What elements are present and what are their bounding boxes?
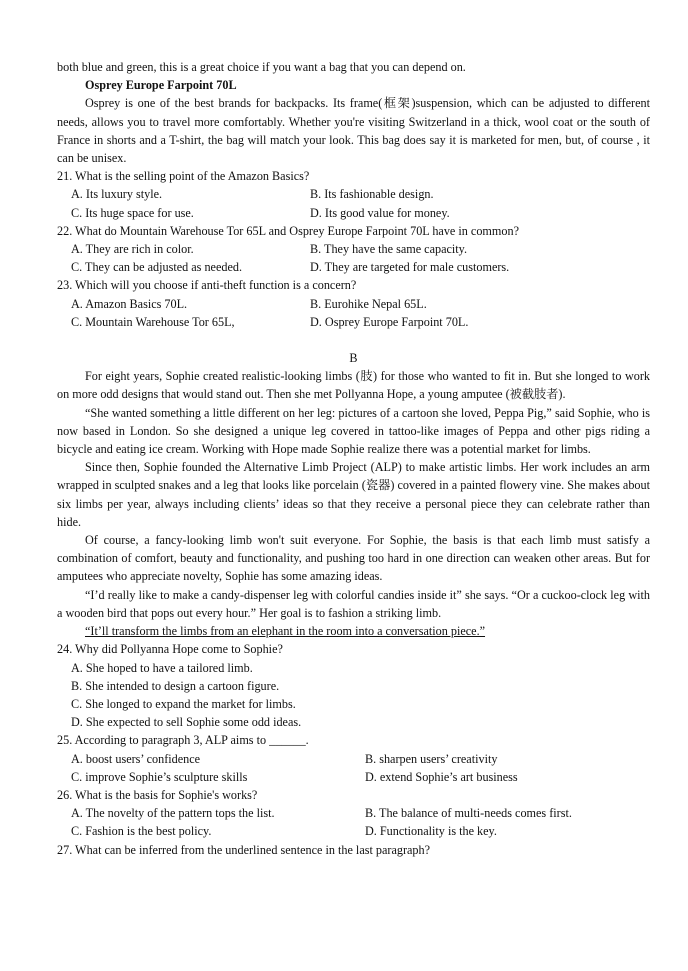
option-b: B. They have the same capacity. — [310, 242, 468, 257]
passage-paragraph: For eight years, Sophie created realistic-looking limbs (肢) for those who wanted to fit in. But she longed to work on more odd designs that would stand out. Then she met Pollyanna Hope, a young amputee (被截肢者). — [57, 369, 650, 402]
question-stem: 26. What is the basis for Sophie's works? — [57, 787, 258, 802]
question-stem: 27. What can be inferred from the underlined sentence in the last paragraph? — [57, 842, 431, 857]
option-b: B. Its fashionable design. — [310, 187, 434, 202]
options-grid — [57, 750, 650, 786]
option-b: B. She intended to design a cartoon figure. — [71, 678, 280, 693]
question-stem: 25. According to paragraph 3, ALP aims to ______. — [57, 733, 309, 748]
option-c: C. improve Sophie’s sculpture skills — [71, 769, 248, 784]
passage-paragraph: “She wanted something a little different on her leg: pictures of a cartoon she loved, Peppa Pig,” said Sophie, who is now based in London. So she designed a unique leg covered in tattoo-like images of Peppa and other pigs riding a bicycle and eating ice cream. Working with Hope made Sophie realize there was a potential market for limbs. — [57, 405, 650, 457]
passage-paragraph: “I’d really like to make a candy-dispenser leg with colorful candies inside it” she says. “Or a cuckoo-clock leg with a wooden bird that pops out every hour.” Her goal is to fashion a striking limb. — [57, 587, 650, 620]
option-a: A. Amazon Basics 70L. — [71, 296, 188, 311]
options-grid — [57, 240, 650, 276]
option-d: D. extend Sophie’s art business — [365, 769, 518, 784]
option-c: C. She longed to expand the market for limbs. — [71, 696, 296, 711]
option-a: A. They are rich in color. — [71, 242, 194, 257]
underlined-text: “It’ll transform the limbs from an elephant in the room into a conversation piece.” — [85, 624, 486, 639]
option-d: D. They are targeted for male customers. — [310, 260, 510, 275]
passage-a-tail: both blue and green, this is a great choice if you want a bag that you can depend on. — [57, 60, 466, 74]
options-grid — [57, 185, 650, 221]
product-title: Osprey Europe Farpoint 70L — [85, 78, 237, 93]
option-b: B. The balance of multi-needs comes first. — [365, 806, 572, 821]
underlined-sentence — [57, 622, 650, 640]
option-c: C. They can be adjusted as needed. — [71, 260, 243, 275]
question-stem: 21. What is the selling point of the Amazon Basics? — [57, 169, 310, 184]
option-a: A. boost users’ confidence — [71, 751, 201, 766]
option-b: B. Eurohike Nepal 65L. — [310, 296, 427, 311]
option-a: A. Its luxury style. — [71, 187, 163, 202]
option-a: A. She hoped to have a tailored limb. — [71, 660, 253, 675]
option-d: D. Osprey Europe Farpoint 70L. — [310, 314, 469, 329]
option-a: A. The novelty of the pattern tops the list. — [71, 806, 275, 821]
passage-paragraph: Since then, Sophie founded the Alternative Limb Project (ALP) to make artistic limbs. Her work includes an arm wrapped in sculpted snakes and a leg that looks like porcelain (瓷器) covered in a painted flowery vine. She makes about six limbs per year, always including clients’ ideas so that they receive a personal piece they can celebrate rather than hide. — [57, 460, 650, 529]
question-stem: 24. Why did Pollyanna Hope come to Sophie? — [57, 642, 283, 657]
section-label: B — [349, 351, 358, 366]
options-grid — [57, 295, 650, 331]
question-stem: 22. What do Mountain Warehouse Tor 65L and Osprey Europe Farpoint 70L have in common? — [57, 223, 519, 238]
option-d: D. Functionality is the key. — [365, 824, 497, 839]
option-c: C. Its huge space for use. — [71, 205, 194, 220]
exam-page — [57, 58, 650, 859]
option-c: C. Fashion is the best policy. — [71, 824, 212, 839]
options-grid — [57, 804, 650, 840]
option-d: D. She expected to sell Sophie some odd ideas. — [71, 715, 302, 730]
product-paragraph: Osprey is one of the best brands for backpacks. Its frame(框架)suspension, which can be adjusted to different needs, allows you to travel more comfortably. Whether you're visiting Switzerland in a thick, wool coat or the south of France in shorts and a T-shirt, the bag will match your look. This bag does say it is marketed for men, but, of course , it can be unisex. — [57, 96, 650, 166]
option-d: D. Its good value for money. — [310, 205, 450, 220]
question-stem: 23. Which will you choose if anti-theft function is a concern? — [57, 278, 357, 293]
passage-paragraph: Of course, a fancy-looking limb won't suit everyone. For Sophie, the basis is that each limb must satisfy a combination of comfort, beauty and functionality, and pushing too hard in one direction can weaken other areas. But for amputees who appreciate novelty, Sophie has some amazing ideas. — [57, 533, 650, 584]
option-b: B. sharpen users’ creativity — [365, 751, 498, 766]
option-c: C. Mountain Warehouse Tor 65L, — [71, 314, 235, 329]
